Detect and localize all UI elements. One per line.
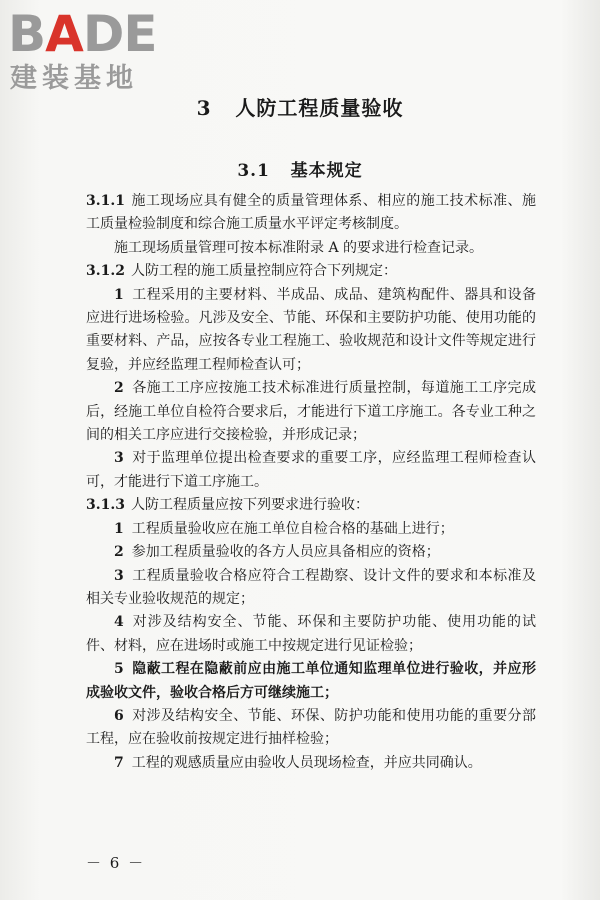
item-text: 工程质量验收合格应符合工程勘察、设计文件的要求和本标准及相关专业验收规范的规定； (86, 567, 536, 607)
item-number: 1 (114, 286, 124, 303)
item-text: 对于监理单位提出检查要求的重要工序，应经监理工程师检查认可，才能进行下道工序施工。 (86, 450, 536, 490)
page-number: － 6 － (86, 854, 146, 872)
logo-letter-b: B (8, 5, 46, 63)
item-text: 对涉及结构安全、节能、环保、防护功能和使用功能的重要分部工程，应在验收前按规定进行抽样检验； (86, 707, 536, 748)
item-text: 工程的观感质量应由验收人员现场检查，并应共同确认。 (131, 754, 482, 771)
section-title: 基本规定 (290, 161, 363, 181)
item-number: 5 (114, 661, 124, 678)
item-number: 2 (114, 380, 124, 397)
logo-letter-a: A (45, 5, 83, 63)
bade-logo (8, 6, 183, 96)
item-text: 各施工工序应按施工技术标准进行质量控制，每道施工工序完成后，经施工单位自检符合要求后，才能进行下道工序施工。各专业工种之间的相关工序应进行交接检验，并形成记录； (86, 380, 536, 444)
item-text: 对涉及结构安全、节能、环保和主要防护功能、使用功能的试件、材料，应在进场时或施工中按规定进行见证检验； (86, 614, 536, 654)
list-item (86, 377, 536, 447)
item-number: 1 (114, 520, 124, 537)
list-item (86, 541, 536, 564)
clause-3-1-2 (86, 260, 536, 283)
item-text: 工程采用的主要材料、半成品、成品、建筑构配件、器具和设备应进行进场检验。凡涉及安全、节能、环保和主要防护功能、使用功能的重要材料、产品，应按各专业工程施工、验收规范和设计文件等规定进行复验，并应经监理工程师检查认可； (86, 286, 536, 373)
item-number: 4 (114, 614, 124, 631)
logo-wordmark (8, 6, 157, 62)
list-item (86, 658, 536, 705)
chapter-number: 3 (196, 96, 212, 120)
clause-number: 3.1.3 (86, 497, 125, 514)
item-number: 6 (114, 707, 124, 724)
clause-3-1-3 (86, 494, 536, 517)
list-item (86, 518, 536, 541)
item-text: 隐蔽工程在隐蔽前应由施工单位通知监理单位进行验收，并应形成验收文件，验收合格后方可继续施工； (86, 661, 536, 701)
list-item (86, 705, 536, 752)
clause-text: 人防工程质量应按下列要求进行验收： (130, 497, 369, 514)
item-number: 3 (114, 567, 124, 584)
chapter-title: 人防工程质量验收 (235, 96, 404, 120)
item-text: 参加工程质量验收的各方人员应具备相应的资格； (131, 544, 440, 561)
clause-3-1-1 (86, 190, 536, 237)
logo-subtitle: 建装基地 (10, 63, 138, 94)
item-number: 2 (114, 544, 124, 561)
clause-number: 3.1.1 (86, 193, 125, 209)
logo-letters-de: DE (82, 5, 157, 63)
clause-3-1-1-extra: 施工现场质量管理可按本标准附录 A 的要求进行检查记录。 (114, 239, 484, 256)
section-number: 3.1 (237, 161, 270, 181)
section-heading (0, 156, 600, 181)
item-text: 工程质量验收应在施工单位自检合格的基础上进行； (131, 520, 454, 537)
chapter-heading (0, 92, 600, 121)
clause-text: 人防工程的施工质量控制应符合下列规定： (130, 263, 397, 280)
item-number: 7 (114, 754, 124, 771)
list-item (86, 752, 536, 775)
list-item (86, 447, 536, 494)
list-item (86, 284, 536, 378)
list-item (86, 611, 536, 658)
clause-number: 3.1.2 (86, 263, 125, 280)
body-text (86, 190, 536, 775)
item-number: 3 (114, 450, 124, 467)
clause-text: 施工现场应具有健全的质量管理体系、相应的施工技术标准、施工质量检验制度和综合施工质量水平评定考核制度。 (86, 193, 536, 233)
list-item (86, 565, 536, 612)
